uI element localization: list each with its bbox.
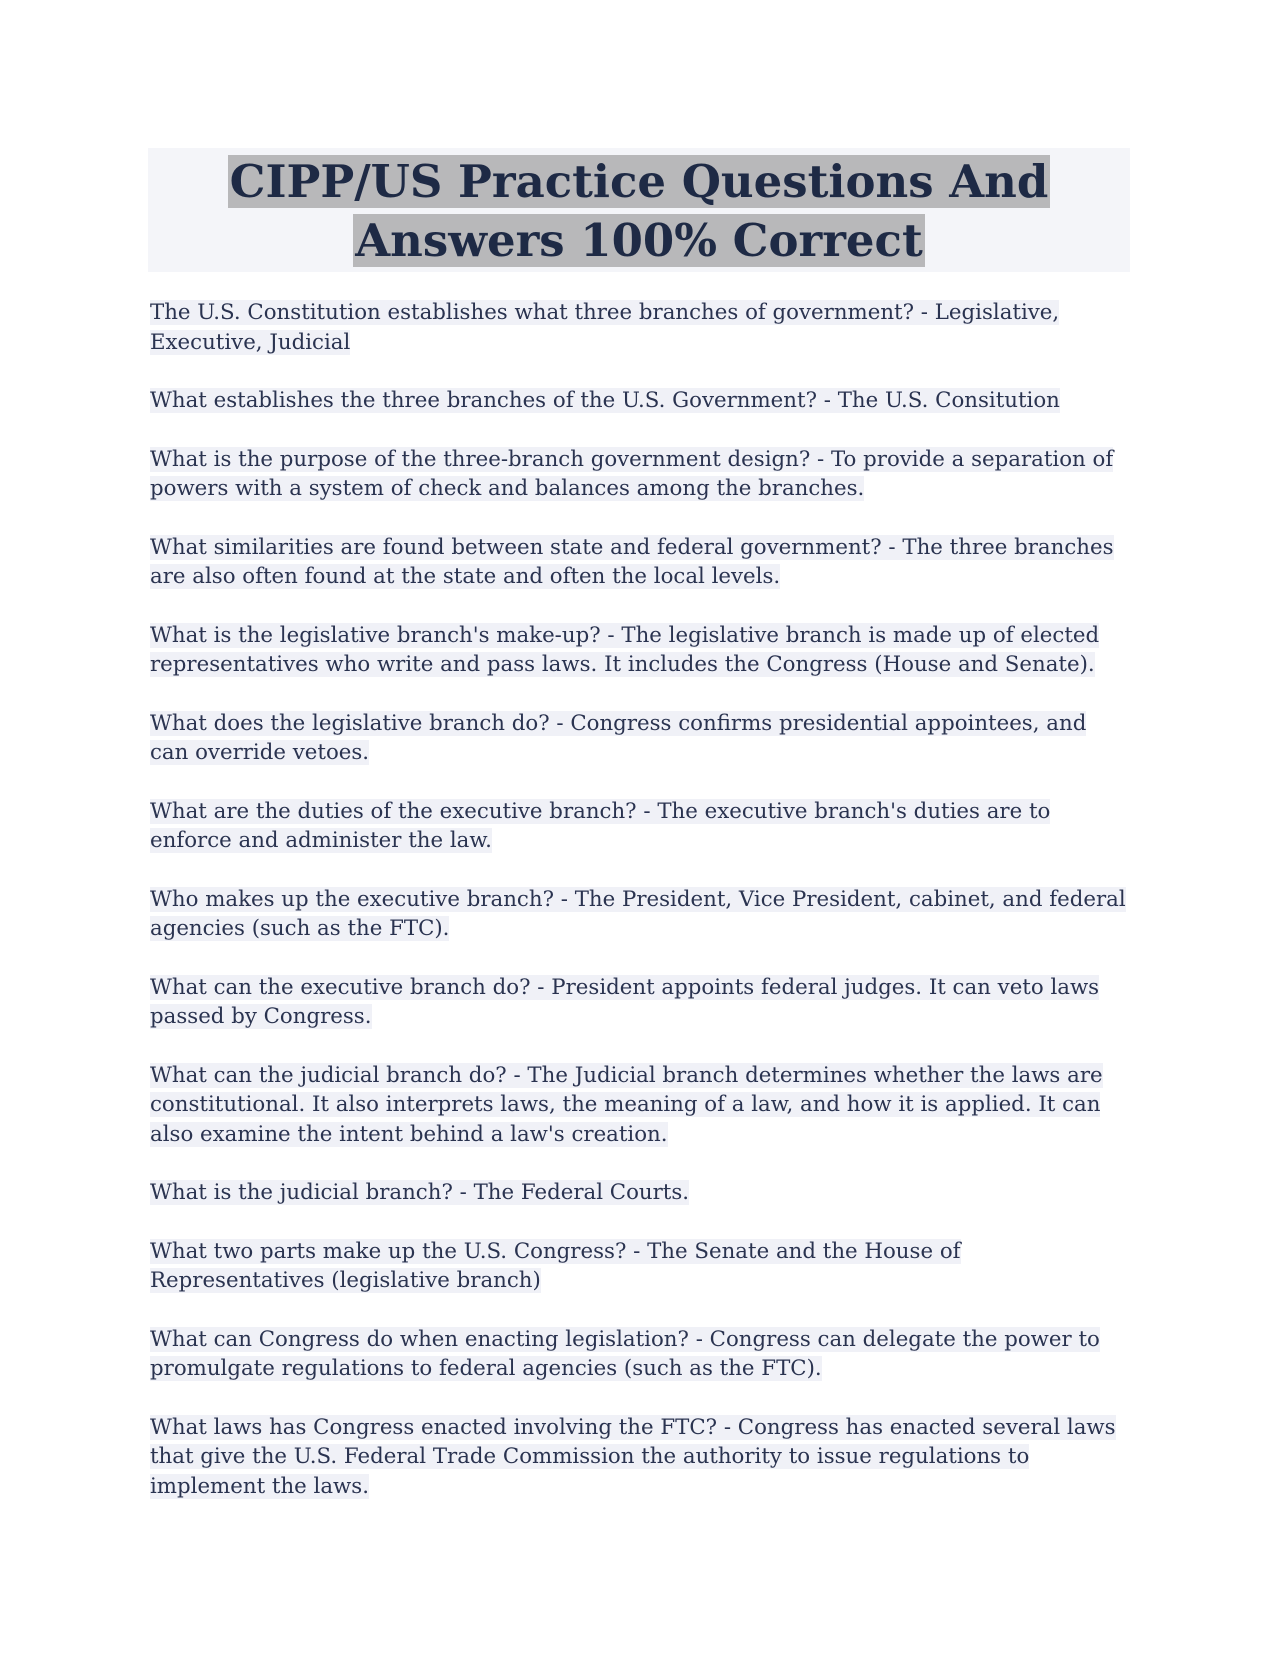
qa-list <box>148 298 1130 1501</box>
qa-item <box>150 709 1130 768</box>
qa-item <box>150 885 1130 944</box>
qa-text: Who makes up the executive branch? - The President, Vice President, cabinet, and federal agencies (such as the FTC). <box>150 886 1126 941</box>
qa-item <box>150 621 1130 680</box>
qa-item <box>150 298 1130 357</box>
qa-item <box>150 445 1130 504</box>
qa-item <box>150 1061 1130 1150</box>
qa-text: What is the purpose of the three-branch government design? - To provide a separation of powers with a system of check and balances among the branches. <box>150 446 1114 501</box>
qa-item <box>150 1325 1130 1384</box>
qa-text: What establishes the three branches of the U.S. Government? - The U.S. Consitution <box>150 388 1060 413</box>
document-page <box>148 148 1130 1530</box>
document-title: CIPP/US Practice Questions And Answers 100% Correct <box>229 155 1049 267</box>
qa-item <box>150 533 1130 592</box>
qa-text: What similarities are found between state and federal government? - The three branches are also often found at the state and often the local levels. <box>150 534 1114 589</box>
qa-text: What does the legislative branch do? - Congress confirms presidential appointees, and can override vetoes. <box>150 710 1087 765</box>
qa-text: What can Congress do when enacting legislation? - Congress can delegate the power to promulgate regulations to federal agencies (such as the FTC). <box>150 1326 1100 1381</box>
qa-item <box>150 973 1130 1032</box>
qa-item <box>150 1178 1130 1208</box>
qa-text: What two parts make up the U.S. Congress? - The Senate and the House of Representatives (legislative branch) <box>150 1238 961 1293</box>
qa-text: What is the judicial branch? - The Federal Courts. <box>150 1180 690 1205</box>
qa-text: What can the executive branch do? - President appoints federal judges. It can veto laws passed by Congress. <box>150 974 1100 1029</box>
qa-item <box>150 1237 1130 1296</box>
qa-text: What is the legislative branch's make-up? - The legislative branch is made up of elected representatives who write and pass laws. It includes the Congress (House and Senate). <box>150 622 1100 677</box>
qa-text: What can the judicial branch do? - The Judicial branch determines whether the laws are constitutional. It also interprets laws, the meaning of a law, and how it is applied. It can also examine the intent behind a law's creation. <box>150 1062 1103 1147</box>
qa-item <box>150 1413 1130 1502</box>
qa-text: The U.S. Constitution establishes what three branches of government? - Legislative, Executive, Judicial <box>150 300 1060 355</box>
qa-text: What laws has Congress enacted involving the FTC? - Congress has enacted several laws that give the U.S. Federal Trade Commission the authority to issue regulations to implement the laws. <box>150 1414 1116 1499</box>
title-block <box>148 148 1130 272</box>
qa-item <box>150 797 1130 856</box>
qa-text: What are the duties of the executive branch? - The executive branch's duties are to enforce and administer the law. <box>150 798 1051 853</box>
qa-item <box>150 386 1130 416</box>
